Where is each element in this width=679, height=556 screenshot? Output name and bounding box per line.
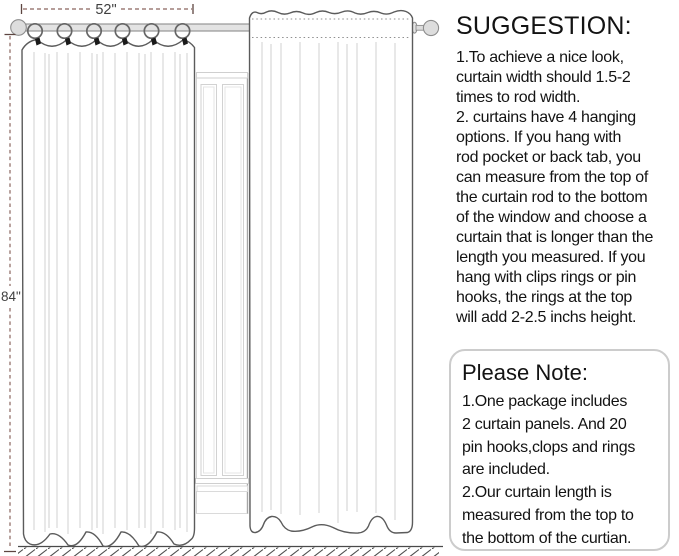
note-line: are included. (462, 461, 550, 479)
rod-width-label: 52" (95, 2, 117, 18)
suggestion-line: options. If you hang with (456, 129, 622, 146)
rod-finial-left (11, 20, 27, 36)
suggestion-line: length you measured. If you (456, 249, 646, 266)
window-sill (196, 479, 249, 484)
suggestion-line: curtain width should 1.5-2 (456, 69, 631, 86)
left-curtain-panel (22, 40, 195, 547)
suggestion-line: of the window and choose a (456, 209, 647, 226)
window-top-frame (197, 73, 248, 79)
floor-hatching (18, 548, 439, 556)
curtain-clips (35, 38, 188, 46)
note-line: 1.One package includes (462, 393, 628, 410)
note-line: the bottom of the curtian. (462, 529, 632, 547)
window (196, 73, 249, 515)
suggestion-line: 1.To achieve a nice look, (456, 49, 624, 66)
suggestion-line: the curtain rod to the bottom (456, 189, 648, 206)
suggestion-section (456, 12, 679, 328)
note-line: measured from the top to (462, 506, 634, 524)
suggestion-line: 2. curtains have 4 hanging (456, 109, 636, 126)
rod-finial-right (423, 20, 438, 35)
note-line: 2.Our curtain length is (462, 484, 612, 502)
suggestion-title: SUGGESTION: (456, 12, 632, 40)
rod-width-measurement (22, 2, 194, 18)
note-line: pin hooks,clops and rings (462, 438, 636, 456)
suggestion-line: times to rod width. (456, 89, 581, 106)
suggestion-line: hang with clips rings or pin (456, 269, 637, 286)
please-note-box (449, 349, 670, 551)
suggestion-line: curtain that is longer than the (456, 229, 654, 246)
suggestion-line: will add 2-2.5 inchs height. (456, 309, 637, 326)
suggestion-line: rod pocket or back tab, you (456, 149, 641, 166)
suggestion-line: hooks, the rings at the top (456, 289, 633, 306)
curtain-length-label: 84" (1, 289, 21, 304)
window-pane-right (223, 85, 244, 476)
note-line: 2 curtain panels. And 20 (462, 415, 627, 433)
curtain-length-measurement (1, 35, 21, 552)
right-curtain-panel (250, 11, 413, 533)
floor (18, 547, 443, 556)
note-title: Please Note: (462, 360, 588, 385)
suggestion-line: can measure from the top of (456, 169, 649, 186)
